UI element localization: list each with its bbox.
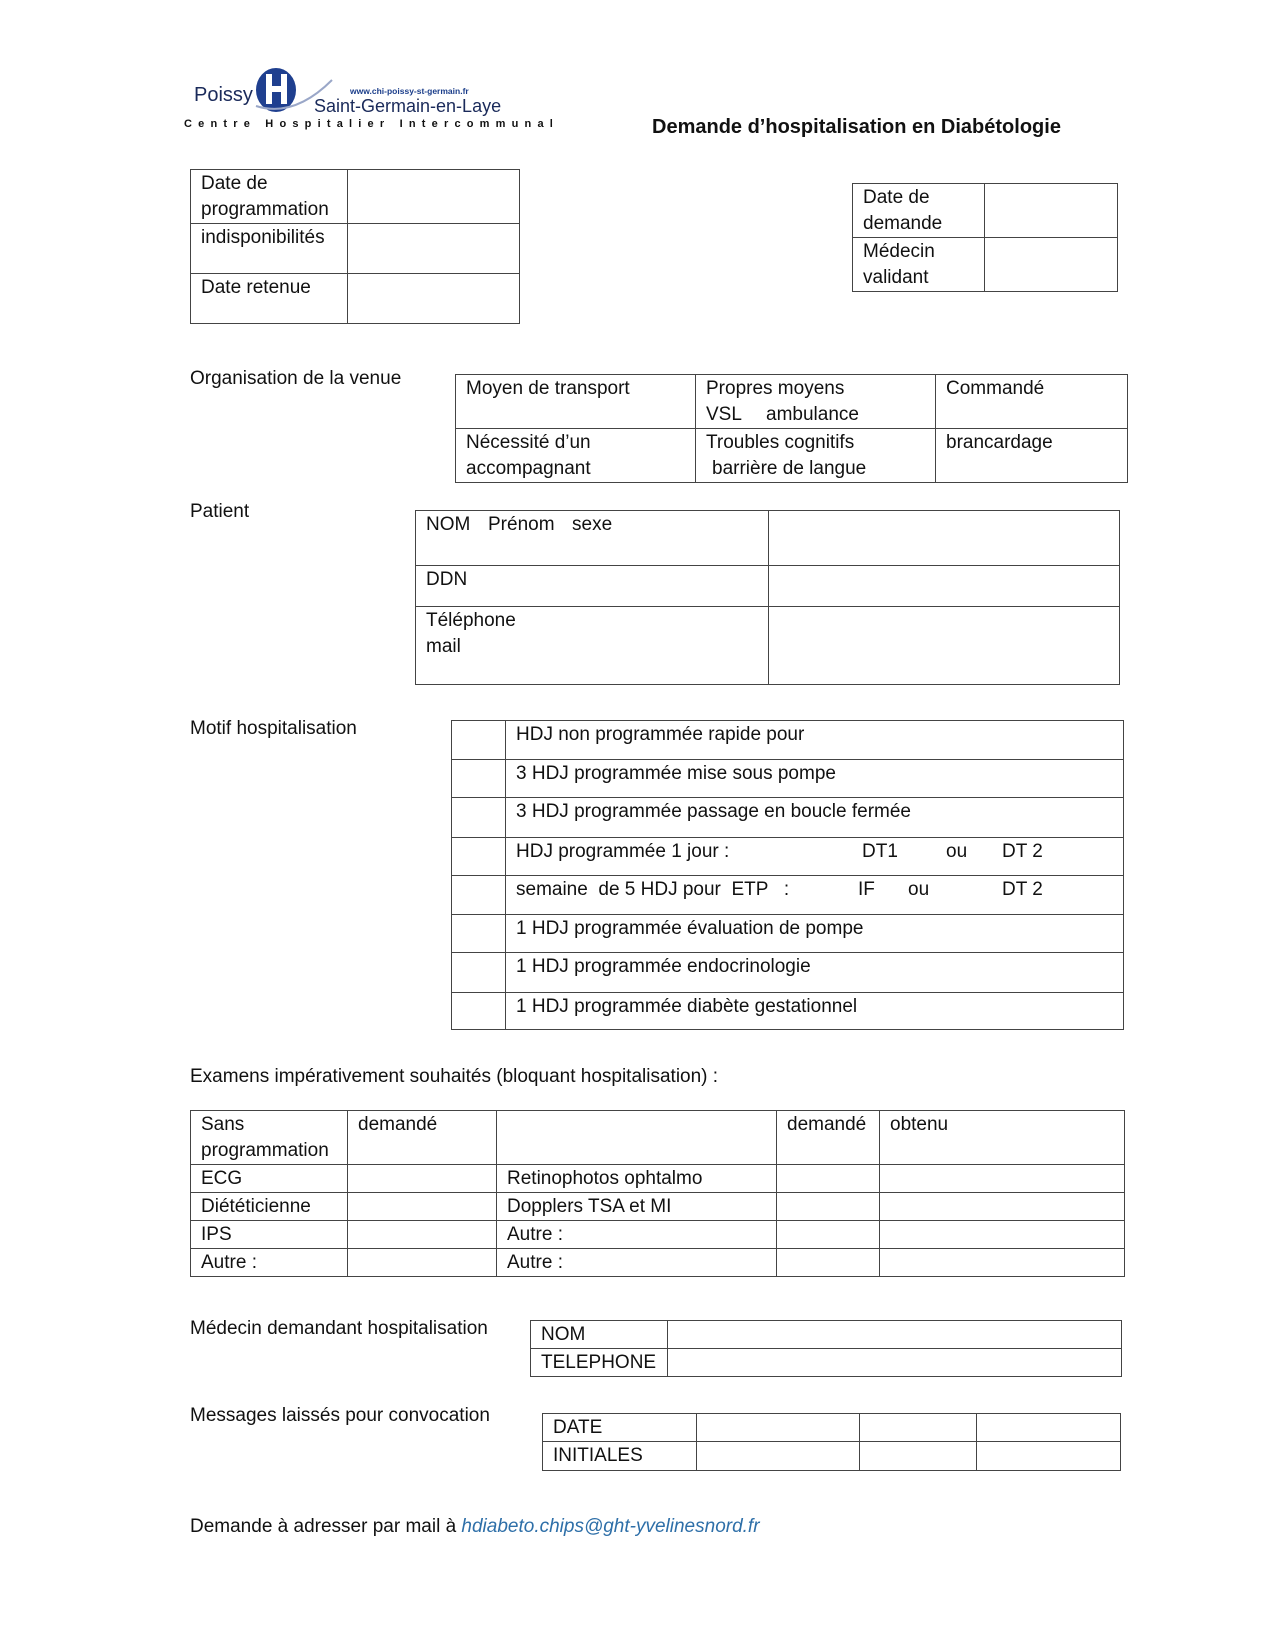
examen-demande-field[interactable]	[777, 1221, 880, 1249]
date-demande-label: Date de demande	[853, 184, 985, 238]
motif-item: 3 HDJ programmée mise sous pompe	[506, 760, 1124, 798]
medecin-telephone-label: TELEPHONE	[531, 1349, 668, 1377]
telephone-mail-field[interactable]	[769, 607, 1120, 685]
date-programmation-label: Date de programmation	[191, 170, 348, 224]
medecin-validant-label: Médecin validant	[853, 238, 985, 292]
logo-centre: Centre Hospitalier Intercommunal	[184, 118, 560, 130]
examen-obtenu-field[interactable]	[880, 1249, 1125, 1277]
examens-header: demandé	[348, 1111, 497, 1165]
ddn-field[interactable]	[769, 566, 1120, 607]
examen-demande-field[interactable]	[348, 1249, 497, 1277]
examen-obtenu-field[interactable]	[880, 1221, 1125, 1249]
examen-demande-field[interactable]	[348, 1221, 497, 1249]
messages-initiales-label: INITIALES	[543, 1442, 697, 1471]
patient-label: Patient	[190, 501, 250, 522]
motif-item: HDJ programmée 1 jour : DT1 ou DT 2	[506, 838, 1124, 876]
medecin-label: Médecin demandant hospitalisation	[190, 1318, 488, 1339]
messages-date-field[interactable]	[860, 1414, 977, 1442]
examen-demande-field[interactable]	[348, 1193, 497, 1221]
messages-initiales-field[interactable]	[977, 1442, 1121, 1471]
messages-initiales-field[interactable]	[860, 1442, 977, 1471]
dt2-option[interactable]: DT 2	[1002, 879, 1043, 900]
messages-date-field[interactable]	[697, 1414, 860, 1442]
motif-checkbox[interactable]	[452, 953, 506, 993]
medecin-validant-field[interactable]	[985, 238, 1118, 292]
medecin-telephone-field[interactable]	[668, 1349, 1122, 1377]
transport-options-cell	[696, 375, 936, 429]
examen-left: ECG	[191, 1165, 348, 1193]
organisation-label: Organisation de la venue	[190, 368, 402, 389]
examen-right: Retinophotos ophtalmo	[497, 1165, 777, 1193]
medecin-nom-label: NOM	[531, 1321, 668, 1349]
examen-obtenu-field[interactable]	[880, 1165, 1125, 1193]
motif-item: 1 HDJ programmée évaluation de pompe	[506, 915, 1124, 953]
programmation-table	[190, 169, 520, 324]
examen-left: Autre :	[191, 1249, 348, 1277]
moyen-transport-cell: Moyen de transport	[456, 375, 696, 429]
examen-left: IPS	[191, 1221, 348, 1249]
vsl-option[interactable]: VSL	[706, 404, 742, 425]
page-title: Demande d’hospitalisation en Diabétologie	[652, 116, 1061, 138]
motif-checkbox[interactable]	[452, 798, 506, 838]
examens-header	[497, 1111, 777, 1165]
motif-item: 3 HDJ programmée passage en boucle fermée	[506, 798, 1124, 838]
indisponibilites-field[interactable]	[348, 224, 520, 274]
logo-saint-germain: Saint-Germain-en-Laye	[314, 96, 502, 116]
date-retenue-label: Date retenue	[191, 274, 348, 324]
organisation-table	[455, 374, 1128, 483]
messages-label: Messages laissés pour convocation	[190, 1405, 490, 1426]
motif-item: 1 HDJ programmée diabète gestationnel	[506, 993, 1124, 1030]
examen-right: Autre :	[497, 1249, 777, 1277]
indisponibilites-label: indisponibilités	[191, 224, 348, 274]
dt2-option[interactable]: DT 2	[1002, 841, 1043, 862]
examen-right: Dopplers TSA et MI	[497, 1193, 777, 1221]
motif-checkbox[interactable]	[452, 760, 506, 798]
motif-item: semaine de 5 HDJ pour ETP : IF ou DT 2	[506, 876, 1124, 915]
ambulance-option[interactable]: ambulance	[766, 404, 859, 425]
examens-header: obtenu	[880, 1111, 1125, 1165]
examen-demande-field[interactable]	[777, 1193, 880, 1221]
examen-obtenu-field[interactable]	[880, 1193, 1125, 1221]
motif-label: Motif hospitalisation	[190, 718, 357, 739]
examens-table	[190, 1110, 1125, 1277]
examen-left: Diététicienne	[191, 1193, 348, 1221]
examen-right: Autre :	[497, 1221, 777, 1249]
medecin-table	[530, 1320, 1122, 1377]
examens-label: Examens impérativement souhaités (bloquant hospitalisation) :	[190, 1066, 719, 1087]
demande-table	[852, 183, 1118, 292]
nom-prenom-sexe-field[interactable]	[769, 511, 1120, 566]
messages-initiales-field[interactable]	[697, 1442, 860, 1471]
logo-website: www.chi-poissy-st-germain.fr	[350, 86, 469, 96]
accompagnant-reasons-cell	[696, 429, 936, 483]
motif-checkbox[interactable]	[452, 993, 506, 1030]
examens-header: demandé	[777, 1111, 880, 1165]
date-retenue-field[interactable]	[348, 274, 520, 324]
footer	[190, 1514, 760, 1540]
examens-header: Sans programmation	[191, 1111, 348, 1165]
footer-text: Demande à adresser par mail à	[190, 1516, 457, 1537]
date-demande-field[interactable]	[985, 184, 1118, 238]
logo-poissy: Poissy	[194, 84, 253, 106]
propres-moyens-option[interactable]: Propres moyens	[706, 378, 845, 399]
if-option[interactable]: IF	[858, 879, 875, 900]
medecin-nom-field[interactable]	[668, 1321, 1122, 1349]
motif-checkbox[interactable]	[452, 721, 506, 760]
date-programmation-field[interactable]	[348, 170, 520, 224]
nom-prenom-sexe-label: NOM Prénom sexe	[416, 511, 769, 566]
motif-item: HDJ non programmée rapide pour	[506, 721, 1124, 760]
ddn-label: DDN	[416, 566, 769, 607]
contact-email-link[interactable]: hdiabeto.chips@ght-yvelinesnord.fr	[461, 1516, 760, 1537]
motif-checkbox[interactable]	[452, 838, 506, 876]
brancardage-cell[interactable]: brancardage	[936, 429, 1128, 483]
dt1-option[interactable]: DT1	[862, 841, 898, 862]
accompagnant-cell: Nécessité d’un accompagnant	[456, 429, 696, 483]
messages-date-field[interactable]	[977, 1414, 1121, 1442]
messages-table	[542, 1413, 1121, 1471]
motif-checkbox[interactable]	[452, 876, 506, 915]
examen-demande-field[interactable]	[348, 1165, 497, 1193]
patient-table	[415, 510, 1120, 685]
examen-demande-field[interactable]	[777, 1249, 880, 1277]
telephone-mail-label: Téléphone mail	[416, 607, 769, 685]
examen-demande-field[interactable]	[777, 1165, 880, 1193]
motif-checkbox[interactable]	[452, 915, 506, 953]
messages-date-label: DATE	[543, 1414, 697, 1442]
troubles-cognitifs-option[interactable]: Troubles cognitifs	[706, 432, 855, 453]
barriere-langue-option[interactable]: barrière de langue	[712, 458, 867, 479]
motif-table	[451, 720, 1124, 1030]
commande-cell: Commandé	[936, 375, 1128, 429]
logo	[184, 66, 560, 136]
motif-item: 1 HDJ programmée endocrinologie	[506, 953, 1124, 993]
